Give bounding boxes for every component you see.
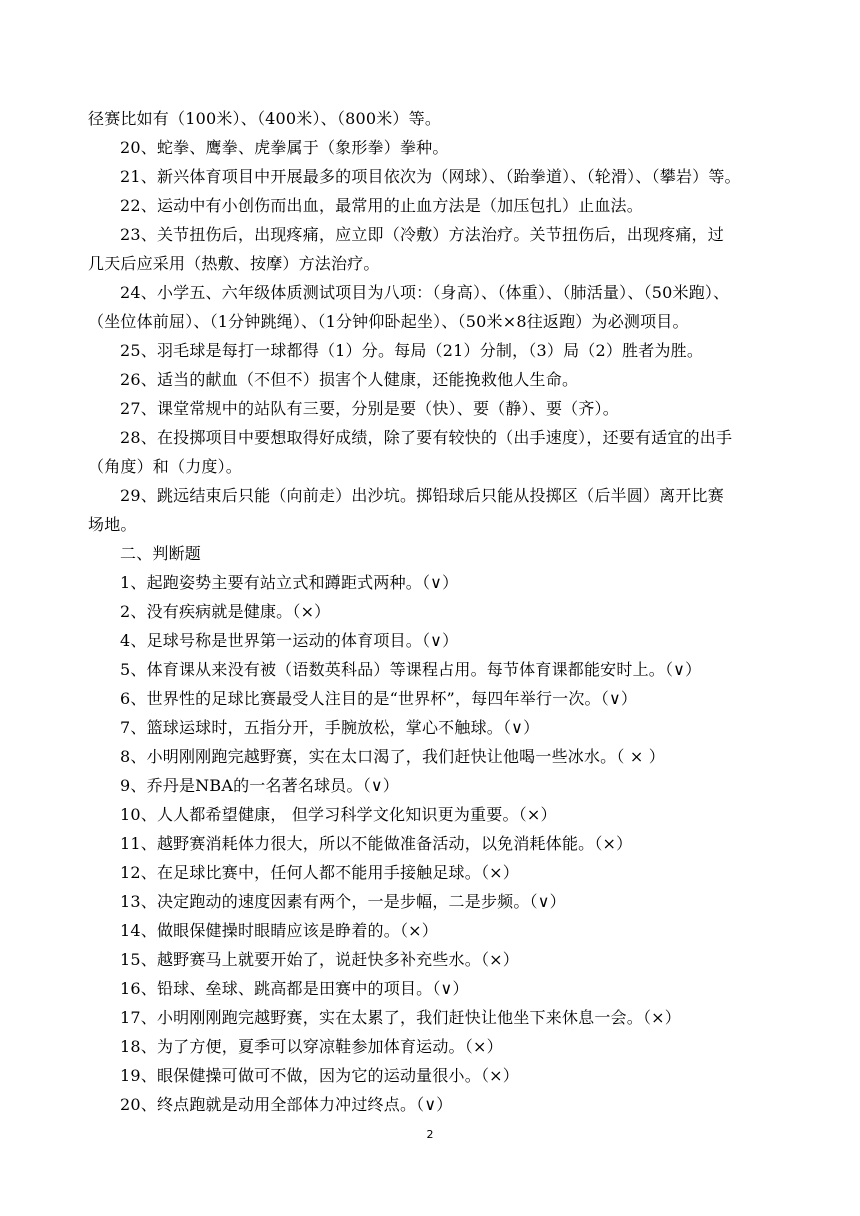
text-line: 16、铅球、垒球、跳高都是田赛中的项目。（∨）: [120, 979, 469, 998]
text-line: 11、越野赛消耗体力很大，所以不能做准备活动，以免消耗体能。（×）: [120, 834, 633, 853]
text-line: 22、运动中有小创伤而出血，最常用的止血方法是（加压包扎）止血法。: [120, 196, 643, 215]
text-line: 场地。: [88, 515, 137, 534]
text-line: 28、在投掷项目中要想取得好成绩，除了要有较快的（出手速度），还要有适宜的出手: [120, 428, 733, 447]
text-line: 17、小明刚刚跑完越野赛，实在太累了，我们赶快让他坐下来休息一会。（×）: [120, 1008, 681, 1027]
text-line: 13、决定跑动的速度因素有两个，一是步幅，二是步频。（∨）: [120, 892, 566, 911]
text-line: 9、乔丹是NBA的一名著名球员。（∨）: [120, 776, 400, 795]
text-line: 2、没有疾病就是健康。（×）: [120, 602, 331, 621]
text-line: 19、眼保健操可做可不做，因为它的运动量很小。（×）: [120, 1066, 519, 1085]
text-line: （角度）和（力度）。: [88, 457, 243, 476]
text-line: 4、足球号称是世界第一运动的体育项目。（∨）: [120, 631, 459, 650]
text-line: 二、判断题: [120, 544, 202, 563]
text-line: 29、跳远结束后只能（向前走）出沙坑。掷铅球后只能从投掷区（后半圆）离开比赛: [120, 486, 724, 505]
text-line: 24、小学五、六年级体质测试项目为八项：（身高）、（体重）、（肺活量）、（50米跑）、: [120, 283, 730, 302]
text-line: 5、体育课从来没有被（语数英科品）等课程占用。每节体育课都能安时上。（∨）: [120, 660, 702, 679]
text-line: 7、篮球运球时，五指分开，手腕放松，掌心不触球。（∨）: [120, 718, 540, 737]
text-line: 径赛比如有（100米）、（400米）、（800米）等。: [88, 109, 442, 128]
text-line: 14、做眼保健操时眼睛应该是睁着的。（×）: [120, 921, 438, 940]
document-body: [88, 104, 778, 1119]
text-line: 20、终点跑就是动用全部体力冲过终点。（∨）: [120, 1095, 453, 1114]
text-line: 15、越野赛马上就要开始了，说赶快多补充些水。（×）: [120, 950, 519, 969]
text-line: 18、为了方便，夏季可以穿凉鞋参加体育运动。（×）: [120, 1037, 503, 1056]
text-line: 8、小明刚刚跑完越野赛，实在太口渴了，我们赶快让他喝一些冰水。（ × ）: [120, 747, 665, 766]
text-line: （坐位体前屈）、（1分钟跳绳）、（1分钟仰卧起坐）、（50米×8往返跑）为必测项目。: [88, 312, 689, 331]
text-line: 10、人人都希望健康， 但学习科学文化知识更为重要。（×）: [120, 805, 557, 824]
text-line: 27、课堂常规中的站队有三要，分别是要（快）、要（静）、要（齐）。: [120, 399, 619, 418]
text-line: 25、羽毛球是每打一球都得（1）分。每局（21）分制，（3）局（2）胜者为胜。: [120, 341, 704, 360]
text-line: 20、蛇拳、鹰拳、虎拳属于（象形拳）拳种。: [120, 138, 449, 157]
text-line: 6、世界性的足球比赛最受人注目的是“世界杯”，每四年举行一次。（∨）: [120, 689, 638, 708]
text-line: 几天后应采用（热敷、按摩）方法治疗。: [88, 254, 380, 273]
text-line: 12、在足球比赛中，任何人都不能用手接触足球。（×）: [120, 863, 519, 882]
text-line: 23、关节扭伤后，出现疼痛，应立即（冷敷）方法治疗。关节扭伤后，出现疼痛，过: [120, 225, 724, 244]
page-number: 2: [426, 1128, 434, 1141]
text-line: 1、起跑姿势主要有站立式和蹲距式两种。（∨）: [120, 573, 459, 592]
text-line: 21、新兴体育项目中开展最多的项目依次为（网球）、（跆拳道）、（轮滑）、（攀岩）等。: [120, 167, 741, 186]
text-line: 26、适当的献血（不但不）损害个人健康，还能挽救他人生命。: [120, 370, 579, 389]
